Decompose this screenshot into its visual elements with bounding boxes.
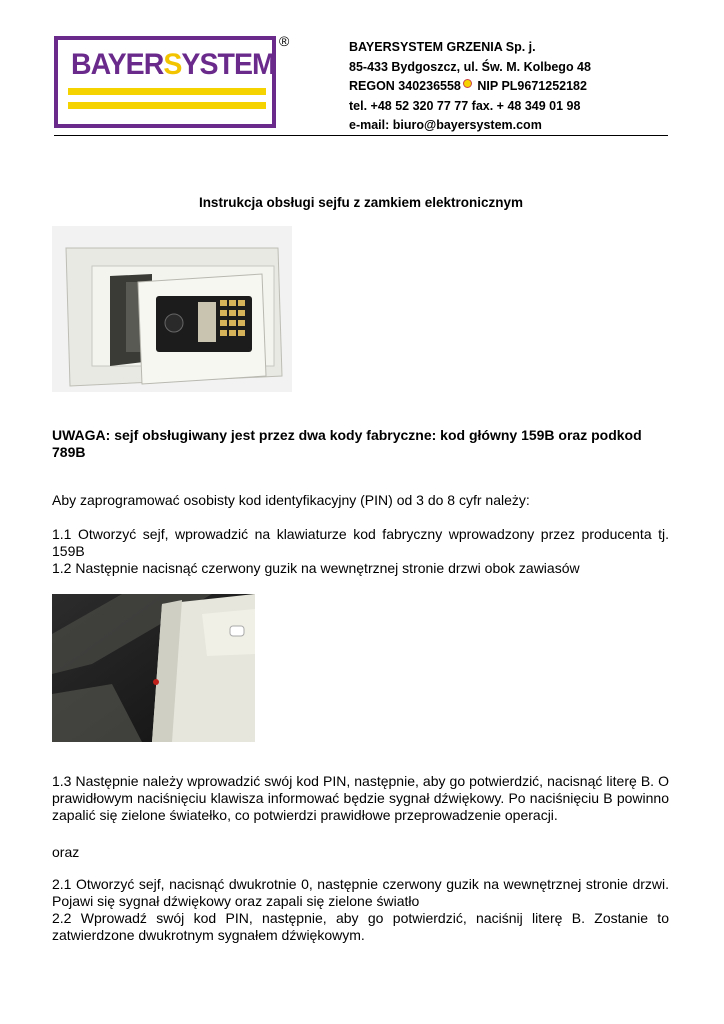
step-2-2: 2.2 Wprowadź swój kod PIN, następnie, aby go potwierdzić, naciśnij literę B. Zostanie to zatwierdzone dwukrotnym sygnałem dźwiękowym. (52, 910, 669, 943)
door-button-photo (52, 594, 255, 742)
step-1-3: 1.3 Następnie należy wprowadzić swój kod PIN, następnie, aby go potwierdzić, nacisnąć literę B. O prawidłowym naciśnięciu klawisza informować będzie sygnał dźwiękowy. Po naciśnięciu B powinno zapalić się zielone światełko, co potwierdzi prawidłowe przeprowadzenie operacji. (52, 773, 669, 823)
company-phone: tel. +48 52 320 77 77 fax. + 48 349 01 98 (349, 98, 581, 113)
warning-text: UWAGA: sejf obsługiwany jest przez dwa kody fabryczne: kod główny 159B oraz podkod 789B (52, 427, 642, 460)
company-name: BAYERSYSTEM GRZENIA Sp. j. (349, 40, 536, 54)
document-title: Instrukcja obsługi sejfu z zamkiem elektronicznym (198, 195, 524, 210)
intro-text: Aby zaprogramować osobisty kod identyfikacyjny (PIN) od 3 do 8 cyfr należy: (52, 492, 530, 508)
company-logo (54, 36, 276, 128)
header-divider (54, 135, 668, 136)
logo-stripe (68, 88, 266, 95)
logo-stripe (68, 102, 266, 109)
oraz-text: oraz (52, 844, 80, 860)
safe-photo (52, 226, 292, 392)
logo-text: BAYERSYSTEM (70, 48, 275, 81)
company-ids: REGON 340236558 NIP PL9671252182 (349, 79, 587, 93)
separator-dot-icon (463, 79, 472, 88)
step-2-1: 2.1 Otworzyć sejf, nacisnąć dwukrotnie 0, następnie czerwony guzik na wewnętrznej stronie drzwi. Pojawi się sygnał dźwiękowy oraz zapali się zielone światło (52, 876, 669, 909)
registered-mark: ® (279, 33, 290, 49)
company-email: e-mail: biuro@bayersystem.com (349, 118, 542, 132)
step-1-2: 1.2 Następnie nacisnąć czerwony guzik na wewnętrznej stronie drzwi obok zawiasów (52, 560, 580, 576)
company-info (349, 38, 591, 136)
company-address: 85-433 Bydgoszcz, ul. Św. M. Kolbego 48 (349, 59, 591, 74)
step-1-1: 1.1 Otworzyć sejf, wprowadzić na klawiaturze kod fabryczny wprowadzony przez producenta tj. 159B (52, 526, 669, 559)
